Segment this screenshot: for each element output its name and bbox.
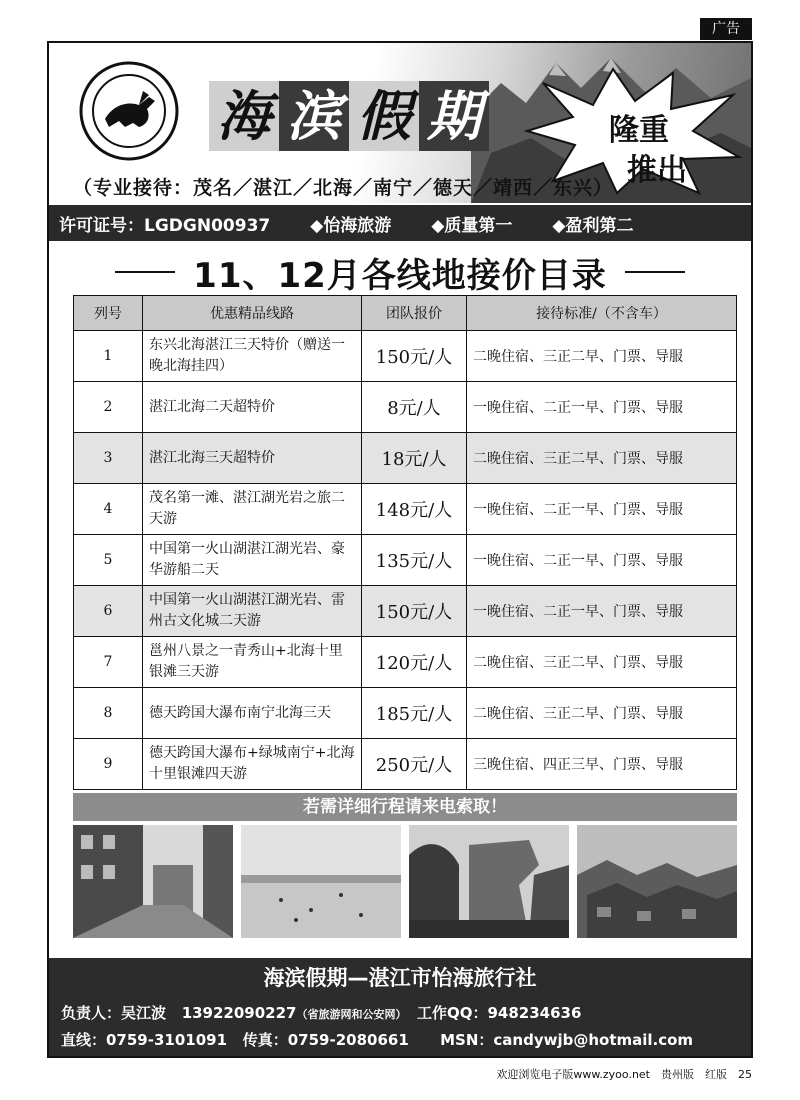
ad-tag: 广告 [700,18,752,40]
header-price: 团队报价 [362,296,467,331]
row-route: 中国第一火山湖湛江湖光岩、豪华游船二天 [143,535,362,586]
table-row [74,484,737,535]
row-price: 120元/人 [362,637,467,688]
brand-char: 滨 [279,81,349,151]
table-header-row [74,296,737,331]
contact-person: 负责人：吴江波 [61,1004,167,1022]
header-no: 列号 [74,296,143,331]
advert-frame [47,41,753,1058]
beach-photo [241,825,401,938]
license-bar-item: ◆怡海旅游 [310,215,392,236]
contact-qq: 工作QQ：948234636 [416,1004,582,1022]
galloping-horse-logo [79,61,179,161]
contact-phone: 13922090227 [181,1004,297,1022]
header-route: 优惠精品线路 [143,296,362,331]
table-row [74,637,737,688]
row-no: 1 [74,331,143,382]
row-route: 湛江北海二天超特价 [143,382,362,433]
contact-direct-line: 直线：0759-3101091 [61,1031,228,1049]
section-title [49,249,751,295]
table-row [74,586,737,637]
table-row [74,433,737,484]
table-row [74,331,737,382]
footer-contact [49,958,751,1056]
burst-line1: 隆重 [609,113,669,148]
row-no: 7 [74,637,143,688]
license-bar-item: ◆质量第一 [431,215,513,236]
photo-strip [73,825,737,938]
row-no: 8 [74,688,143,739]
title-rule-right [625,271,685,273]
row-no: 6 [74,586,143,637]
row-standard: 二晚住宿、三正二早、门票、导服 [467,331,737,382]
title-rule-left [115,271,175,273]
row-no: 4 [74,484,143,535]
header-standard: 接待标准/（不含车） [467,296,737,331]
footer-title: 海滨假期—湛江市怡海旅行社 [263,966,537,990]
price-table [73,295,737,790]
row-standard: 一晚住宿、二正一早、门票、导服 [467,484,737,535]
contact-msn: MSN：candywjb@hotmail.com [440,1031,694,1049]
burst-line2: 推出 [627,153,687,188]
row-price: 185元/人 [362,688,467,739]
row-price: 150元/人 [362,331,467,382]
row-price: 148元/人 [362,484,467,535]
old-town-photo [577,825,737,938]
row-route: 邕州八景之一青秀山+北海十里银滩三天游 [143,637,362,688]
row-route: 东兴北海湛江三天特价（赠送一晚北海挂四） [143,331,362,382]
rock-garden-photo [409,825,569,938]
row-no: 2 [74,382,143,433]
brand-char: 期 [419,81,489,151]
row-route: 德天跨国大瀑布+绿城南宁+北海十里银滩四天游 [143,739,362,790]
row-standard: 二晚住宿、三正二早、门票、导服 [467,688,737,739]
brand-char: 假 [349,81,419,151]
license-bar-item: ◆盈利第二 [552,215,634,236]
row-standard: 一晚住宿、二正一早、门票、导服 [467,535,737,586]
row-route: 湛江北海三天超特价 [143,433,362,484]
row-no: 9 [74,739,143,790]
footer-line-2 [61,1029,693,1050]
row-route: 茂名第一滩、湛江湖光岩之旅二天游 [143,484,362,535]
license-bar [49,205,751,241]
license-number: 许可证号：LGDGN00937 [59,215,271,236]
row-no: 5 [74,535,143,586]
reception-destinations: （专业接待：茂名／湛江／北海／南宁／德天／靖西／东兴） [73,177,614,199]
contact-fax: 传真：0759-2080661 [242,1031,409,1049]
brand-char: 海 [209,81,279,151]
row-route: 德天跨国大瀑布南宁北海三天 [143,688,362,739]
row-route: 中国第一火山湖湛江湖光岩、雷州古文化城二天游 [143,586,362,637]
row-standard: 三晚住宿、四正三早、门票、导服 [467,739,737,790]
row-no: 3 [74,433,143,484]
itinerary-notice: 若需详细行程请来电索取！ [73,793,737,821]
row-price: 150元/人 [362,586,467,637]
row-standard: 二晚住宿、三正二早、门票、导服 [467,433,737,484]
row-standard: 一晚住宿、二正一早、门票、导服 [467,586,737,637]
row-standard: 二晚住宿、三正二早、门票、导服 [467,637,737,688]
street-photo [73,825,233,938]
phone-note: （省旅游网和公安网） [296,1008,407,1021]
row-price: 135元/人 [362,535,467,586]
table-row [74,382,737,433]
footer-line-1 [61,1002,581,1023]
table-row [74,535,737,586]
table-row [74,739,737,790]
brand-title [209,81,489,151]
row-price: 18元/人 [362,433,467,484]
row-price: 8元/人 [362,382,467,433]
section-title-text: 11、12月各线地接价目录 [193,255,607,296]
row-price: 250元/人 [362,739,467,790]
table-row [74,688,737,739]
header-banner [49,43,751,203]
page-footer: 欢迎浏览电子版www.zyoo.net 贵州版 红版 25 [496,1068,752,1081]
row-standard: 一晚住宿、二正一早、门票、导服 [467,382,737,433]
